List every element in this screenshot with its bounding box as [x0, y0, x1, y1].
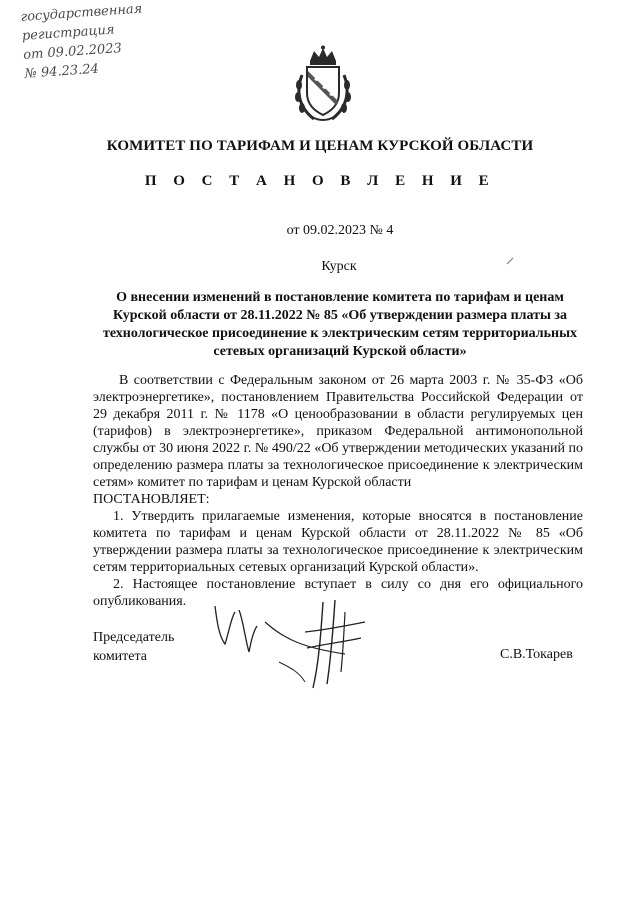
handwritten-registration-note — [20, 0, 205, 84]
note-line-1: государственная — [20, 1, 143, 25]
item-2-paragraph: 2. Настоящее постановление вступает в силу со дня его официального опубликования. — [93, 577, 583, 609]
organization-title: КОМИТЕТ ПО ТАРИФАМ И ЦЕНАМ КУРСКОЙ ОБЛАСТИ — [106, 138, 534, 154]
document-date-number: от 09.02.2023 № 4 — [286, 223, 394, 238]
document-type-heading: П О С Т А Н О В Л Е Н И Е — [144, 173, 496, 189]
note-line-4: № 94.23.24 — [24, 61, 100, 82]
note-line-3: от 09.02.2023 — [22, 41, 123, 63]
signatory-title-line-2: комитета — [93, 649, 148, 664]
note-line-2: регистрация — [21, 22, 115, 44]
kursk-coat-of-arms-icon — [292, 45, 354, 123]
document-city: Курск — [321, 259, 357, 274]
handwritten-signature-icon — [195, 592, 395, 692]
document-body — [93, 372, 583, 610]
item-1-paragraph: 1. Утвердить прилагаемые изменения, которые вносятся в постановление комитета по тарифам и ценам Курской области от 28.11.2022 № 85 «Об утверждении размера платы за технологическое присоединение к электрическим сетям территориальных сетевых организаций Курской области». — [93, 509, 583, 575]
stray-mark-icon — [505, 256, 515, 266]
resolves-keyword: ПОСТАНОВЛЯЕТ: — [93, 492, 210, 507]
signatory-title-line-1: Председатель — [93, 630, 175, 645]
preamble-paragraph: В соответствии с Федеральным законом от 26 марта 2003 г. № 35-ФЗ «Об электроэнергетике», постановлением Правительства Российской Федерации от 29 декабря 2011 г. № 1178 «О ценообразовании в области регулируемых цен (тарифов) в электроэнергетике», приказом Федеральной антимонопольной службы от 30 июня 2022 г. № 490/22 «Об утверждении методических указаний по определению размера платы за технологическое присоединение к электрическим сетям» комитет по тарифам и ценам Курской области — [93, 373, 583, 490]
document-subject: О внесении изменений в постановление комитета по тарифам и ценам Курской области от 28.11.2022 № 85 «Об утверждении размера платы за технологическое присоединение к электрическим сетям территориальных сетевых организаций Курской области» — [102, 290, 578, 359]
signatory-name: С.В.Токарев — [500, 647, 573, 662]
signatory-title — [93, 628, 174, 666]
